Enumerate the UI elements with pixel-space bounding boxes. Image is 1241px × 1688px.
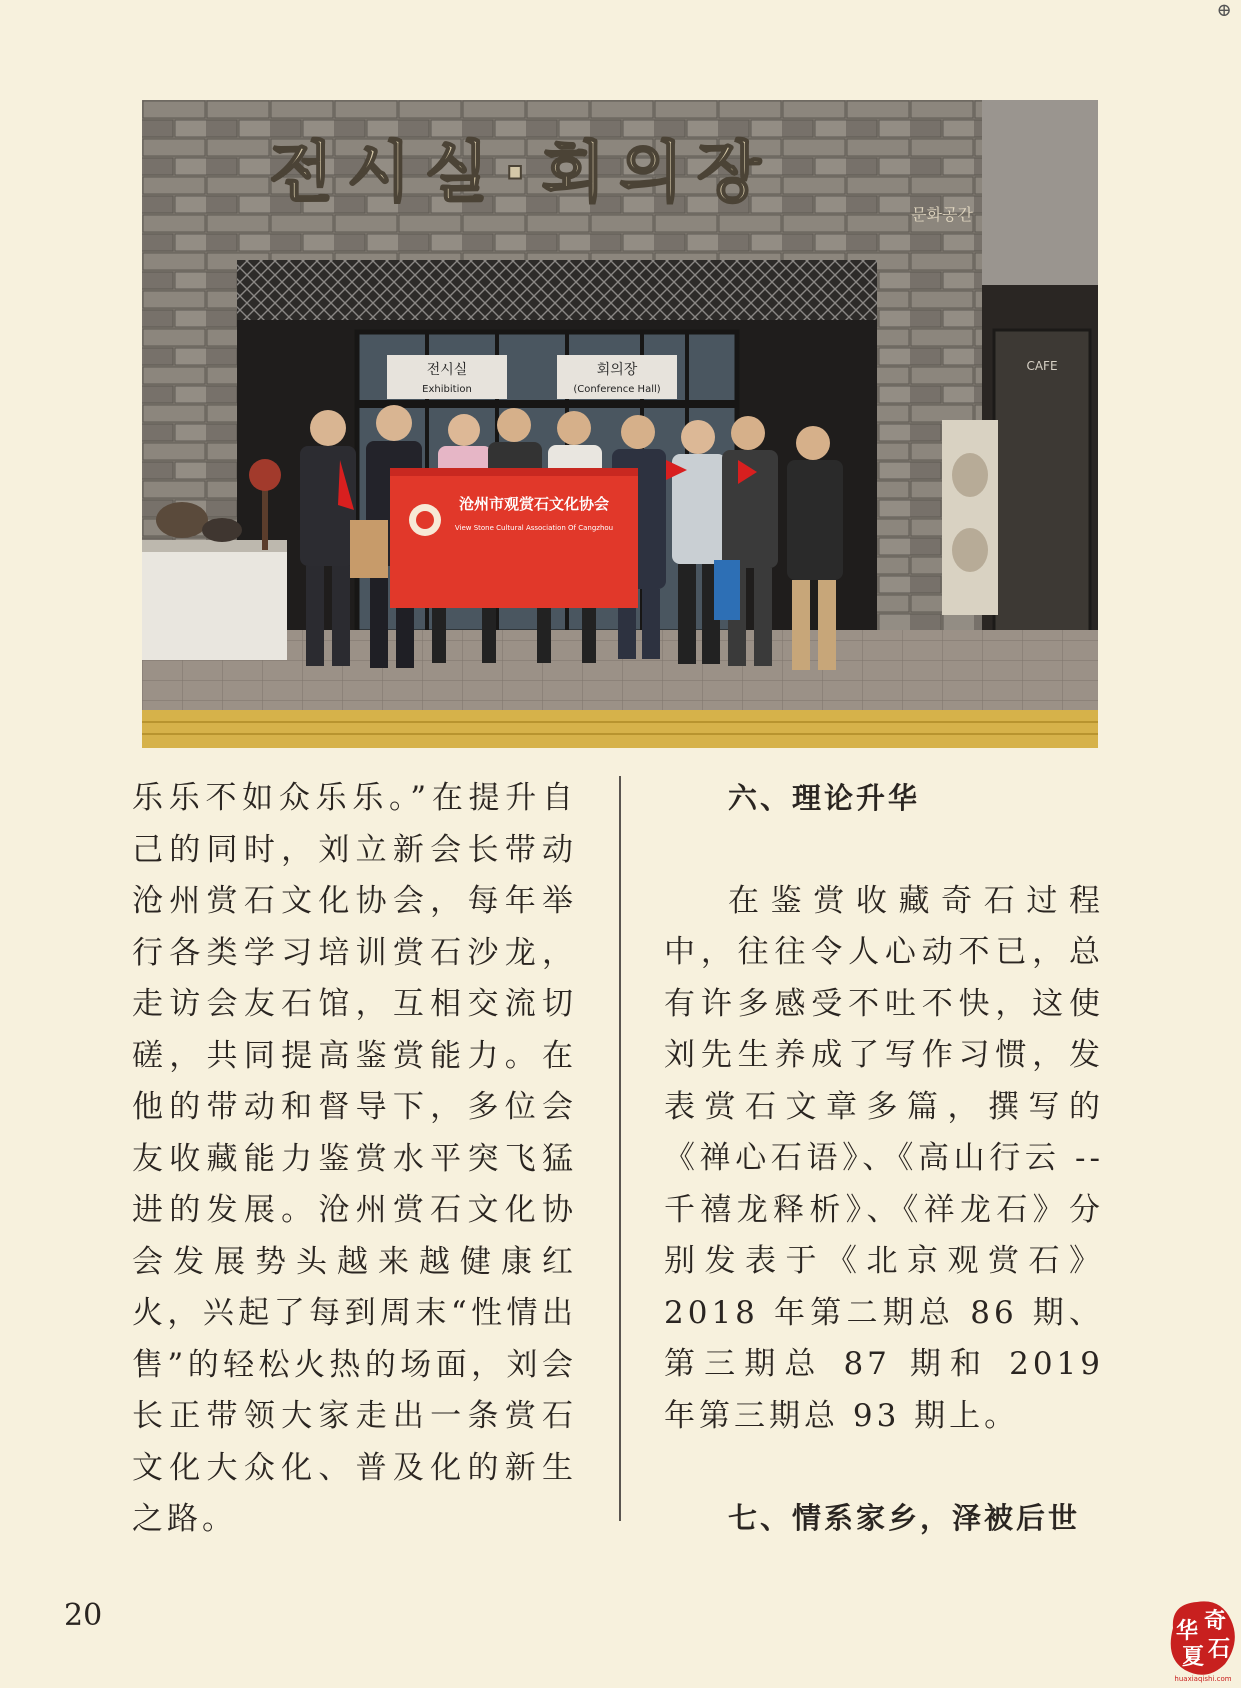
- section-heading-6: 六、理论升华: [728, 781, 921, 815]
- registration-mark-icon: ⊕: [1216, 0, 1232, 21]
- column-divider: [619, 776, 621, 1521]
- page-number: 20: [64, 1598, 103, 1633]
- logo-char-3: 夏: [1181, 1645, 1205, 1670]
- door-sign-conference-en: (Conference Hall): [573, 384, 661, 395]
- banner-subtitle: View Stone Cultural Association Of Cangzhou: [454, 524, 614, 532]
- site-logo: [1163, 1598, 1241, 1684]
- logo-site: huaxiaqishi.com: [1174, 1675, 1232, 1683]
- left-column-text: 乐乐不如众乐乐。”在提升自己的同时，刘立新会长带动沧州赏石文化协会，每年举行各类学习培训赏石沙龙，走访会友石馆，互相交流切磋，共同提高鉴赏能力。在他的带动和督导下，多位会友收藏能力鉴赏水平突飞猛进的发展。沧州赏石文化协会发展势头越来越健康红火，兴起了每到周末“性情出售”的轻松火热的场面，刘会长正带领大家走出一条赏石文化大众化、普及化的新生之路。: [132, 780, 577, 1537]
- door-sign-exhibition-en: Exhibition: [422, 384, 472, 395]
- right-column-paragraph: 在鉴赏收藏奇石过程中，往往令人心动不已，总有许多感受不吐不快，这使刘先生养成了写作习惯，发表赏石文章多篇，撰写的《禅心石语》、《高山行云 -- 千禧龙释析》、《祥龙石》分别发表于《北京观赏石》2018 年第二期总 86 期、第三期总 87 期和 2019 年第三期总 93 期上。: [664, 882, 1104, 1434]
- group-photo: [142, 100, 1098, 748]
- right-column: [664, 773, 1104, 1545]
- logo-char-1: 华: [1175, 1619, 1199, 1644]
- left-column: [132, 773, 577, 1546]
- door-sign-exhibition: 전시실: [426, 362, 468, 378]
- banner-title: 沧州市观赏石文化协会: [458, 495, 610, 513]
- section-heading-7: 七、情系家乡，泽被后世: [728, 1501, 1081, 1535]
- logo-char-2: 奇: [1203, 1609, 1227, 1634]
- logo-char-4: 石: [1207, 1637, 1231, 1662]
- heading-spacer: [664, 1442, 1104, 1493]
- door-sign-conference: 회의장: [596, 362, 638, 378]
- cafe-sign: CAFE: [1026, 359, 1058, 373]
- building-sub-sign: 문화공간: [911, 205, 973, 224]
- building-sign: 전시실·회의장: [269, 134, 775, 211]
- heading-spacer: [664, 825, 1104, 876]
